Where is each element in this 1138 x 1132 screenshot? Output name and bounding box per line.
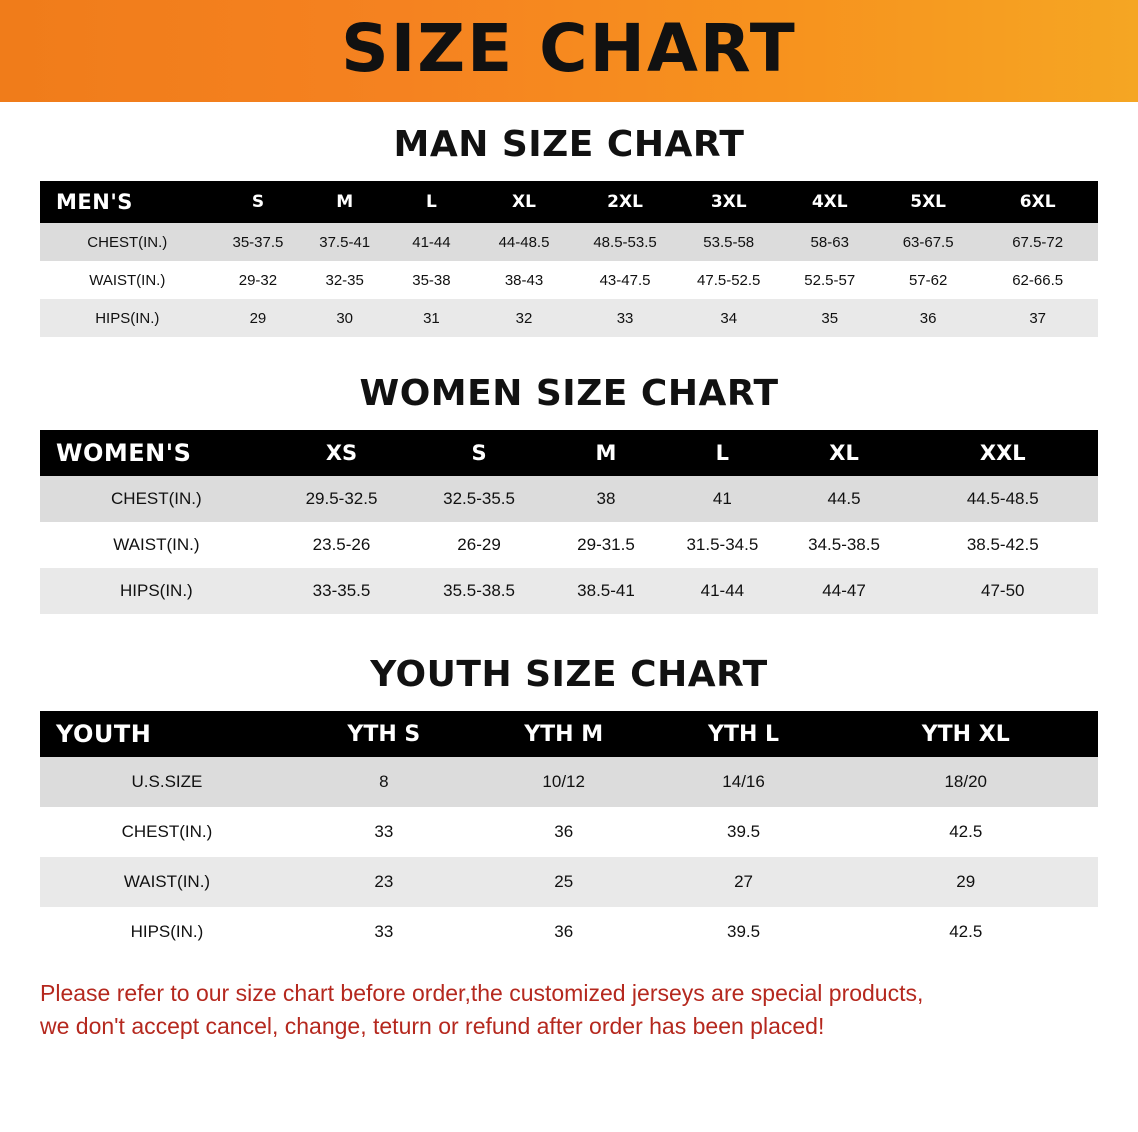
women-row-label-2: HIPS(IN.): [40, 568, 273, 614]
man-cell-2-0: 29: [215, 299, 302, 337]
women-header-cell-4: L: [664, 430, 780, 476]
women-cell-2-1: 35.5-38.5: [410, 568, 548, 614]
man-header-cell-2: M: [301, 181, 388, 223]
women-header-cell-6: XXL: [908, 430, 1098, 476]
page-title: SIZE CHART: [341, 10, 797, 87]
youth-header-cell-4: YTH XL: [833, 711, 1098, 757]
man-row-label-0: CHEST(IN.): [40, 223, 215, 261]
man-section-title: MAN SIZE CHART: [393, 124, 745, 165]
man-cell-1-2: 35-38: [388, 261, 475, 299]
youth-row-label-3: HIPS(IN.): [40, 907, 294, 957]
youth-cell-1-2: 39.5: [654, 807, 834, 857]
return-policy-note: [40, 977, 1098, 1044]
women-cell-0-3: 41: [664, 476, 780, 522]
table-row: [40, 476, 1098, 522]
youth-header-cell-1: YTH S: [294, 711, 474, 757]
women-header-cell-0: WOMEN'S: [40, 430, 273, 476]
women-cell-2-5: 47-50: [908, 568, 1098, 614]
women-header-cell-2: S: [410, 430, 548, 476]
women-header-cell-1: XS: [273, 430, 411, 476]
man-header-cell-3: L: [388, 181, 475, 223]
women-cell-1-3: 31.5-34.5: [664, 522, 780, 568]
man-cell-1-5: 47.5-52.5: [677, 261, 781, 299]
man-cell-1-8: 62-66.5: [977, 261, 1098, 299]
man-cell-0-1: 37.5-41: [301, 223, 388, 261]
youth-size-table: [40, 711, 1098, 957]
women-cell-0-0: 29.5-32.5: [273, 476, 411, 522]
youth-cell-2-3: 29: [833, 857, 1098, 907]
women-table-header: [40, 430, 1098, 476]
man-cell-2-2: 31: [388, 299, 475, 337]
man-cell-0-3: 44-48.5: [475, 223, 573, 261]
youth-cell-2-1: 25: [474, 857, 654, 907]
man-header-cell-8: 5XL: [879, 181, 977, 223]
table-row: [40, 568, 1098, 614]
man-cell-0-7: 63-67.5: [879, 223, 977, 261]
man-table-body: [40, 223, 1098, 337]
youth-cell-0-2: 14/16: [654, 757, 834, 807]
women-cell-1-0: 23.5-26: [273, 522, 411, 568]
man-cell-0-4: 48.5-53.5: [573, 223, 677, 261]
women-size-table: [40, 430, 1098, 614]
table-header-row: [40, 181, 1098, 223]
table-row: [40, 857, 1098, 907]
women-cell-1-2: 29-31.5: [548, 522, 664, 568]
youth-cell-1-0: 33: [294, 807, 474, 857]
youth-row-label-0: U.S.SIZE: [40, 757, 294, 807]
man-header-cell-0: MEN'S: [40, 181, 215, 223]
man-table-header: [40, 181, 1098, 223]
youth-cell-2-2: 27: [654, 857, 834, 907]
man-header-cell-7: 4XL: [781, 181, 879, 223]
women-cell-2-0: 33-35.5: [273, 568, 411, 614]
man-cell-1-6: 52.5-57: [781, 261, 879, 299]
youth-cell-0-1: 10/12: [474, 757, 654, 807]
man-cell-1-0: 29-32: [215, 261, 302, 299]
man-header-cell-4: XL: [475, 181, 573, 223]
women-cell-2-4: 44-47: [781, 568, 908, 614]
man-header-cell-9: 6XL: [977, 181, 1098, 223]
table-row: [40, 299, 1098, 337]
women-section-title: WOMEN SIZE CHART: [359, 373, 779, 414]
youth-header-cell-3: YTH L: [654, 711, 834, 757]
man-cell-1-1: 32-35: [301, 261, 388, 299]
youth-table-header: [40, 711, 1098, 757]
youth-section-title: YOUTH SIZE CHART: [370, 654, 768, 695]
man-cell-0-6: 58-63: [781, 223, 879, 261]
women-cell-1-1: 26-29: [410, 522, 548, 568]
youth-header-cell-0: YOUTH: [40, 711, 294, 757]
women-cell-0-5: 44.5-48.5: [908, 476, 1098, 522]
man-header-cell-1: S: [215, 181, 302, 223]
note-line-2: we don't accept cancel, change, teturn or refund after order has been placed!: [40, 1013, 825, 1040]
man-cell-2-5: 34: [677, 299, 781, 337]
youth-cell-3-2: 39.5: [654, 907, 834, 957]
women-cell-2-3: 41-44: [664, 568, 780, 614]
women-cell-0-4: 44.5: [781, 476, 908, 522]
youth-cell-0-0: 8: [294, 757, 474, 807]
table-header-row: [40, 711, 1098, 757]
women-table-body: [40, 476, 1098, 614]
women-table-wrapper: [40, 430, 1098, 614]
youth-cell-3-0: 33: [294, 907, 474, 957]
women-header-cell-3: M: [548, 430, 664, 476]
man-cell-0-8: 67.5-72: [977, 223, 1098, 261]
youth-cell-3-1: 36: [474, 907, 654, 957]
note-line-1: Please refer to our size chart before order,the customized jerseys are special products,: [40, 980, 924, 1006]
man-row-label-2: HIPS(IN.): [40, 299, 215, 337]
man-cell-0-2: 41-44: [388, 223, 475, 261]
table-row: [40, 757, 1098, 807]
table-row: [40, 522, 1098, 568]
man-cell-1-3: 38-43: [475, 261, 573, 299]
man-size-table: [40, 181, 1098, 337]
table-row: [40, 907, 1098, 957]
women-cell-0-2: 38: [548, 476, 664, 522]
women-cell-1-4: 34.5-38.5: [781, 522, 908, 568]
women-header-cell-5: XL: [781, 430, 908, 476]
youth-cell-1-3: 42.5: [833, 807, 1098, 857]
man-cell-2-7: 36: [879, 299, 977, 337]
man-cell-2-3: 32: [475, 299, 573, 337]
youth-header-cell-2: YTH M: [474, 711, 654, 757]
women-cell-0-1: 32.5-35.5: [410, 476, 548, 522]
man-table-wrapper: [40, 181, 1098, 337]
man-cell-2-8: 37: [977, 299, 1098, 337]
youth-cell-3-3: 42.5: [833, 907, 1098, 957]
table-header-row: [40, 430, 1098, 476]
women-row-label-1: WAIST(IN.): [40, 522, 273, 568]
women-cell-1-5: 38.5-42.5: [908, 522, 1098, 568]
women-cell-2-2: 38.5-41: [548, 568, 664, 614]
man-header-cell-6: 3XL: [677, 181, 781, 223]
man-cell-2-6: 35: [781, 299, 879, 337]
man-cell-1-7: 57-62: [879, 261, 977, 299]
youth-row-label-1: CHEST(IN.): [40, 807, 294, 857]
youth-cell-1-1: 36: [474, 807, 654, 857]
women-row-label-0: CHEST(IN.): [40, 476, 273, 522]
youth-cell-0-3: 18/20: [833, 757, 1098, 807]
youth-row-label-2: WAIST(IN.): [40, 857, 294, 907]
table-row: [40, 261, 1098, 299]
man-cell-0-5: 53.5-58: [677, 223, 781, 261]
youth-cell-2-0: 23: [294, 857, 474, 907]
man-header-cell-5: 2XL: [573, 181, 677, 223]
man-cell-2-4: 33: [573, 299, 677, 337]
man-cell-1-4: 43-47.5: [573, 261, 677, 299]
youth-table-body: [40, 757, 1098, 957]
youth-table-wrapper: [40, 711, 1098, 957]
size-chart-banner: [0, 0, 1138, 102]
man-cell-2-1: 30: [301, 299, 388, 337]
table-row: [40, 223, 1098, 261]
man-row-label-1: WAIST(IN.): [40, 261, 215, 299]
man-cell-0-0: 35-37.5: [215, 223, 302, 261]
table-row: [40, 807, 1098, 857]
